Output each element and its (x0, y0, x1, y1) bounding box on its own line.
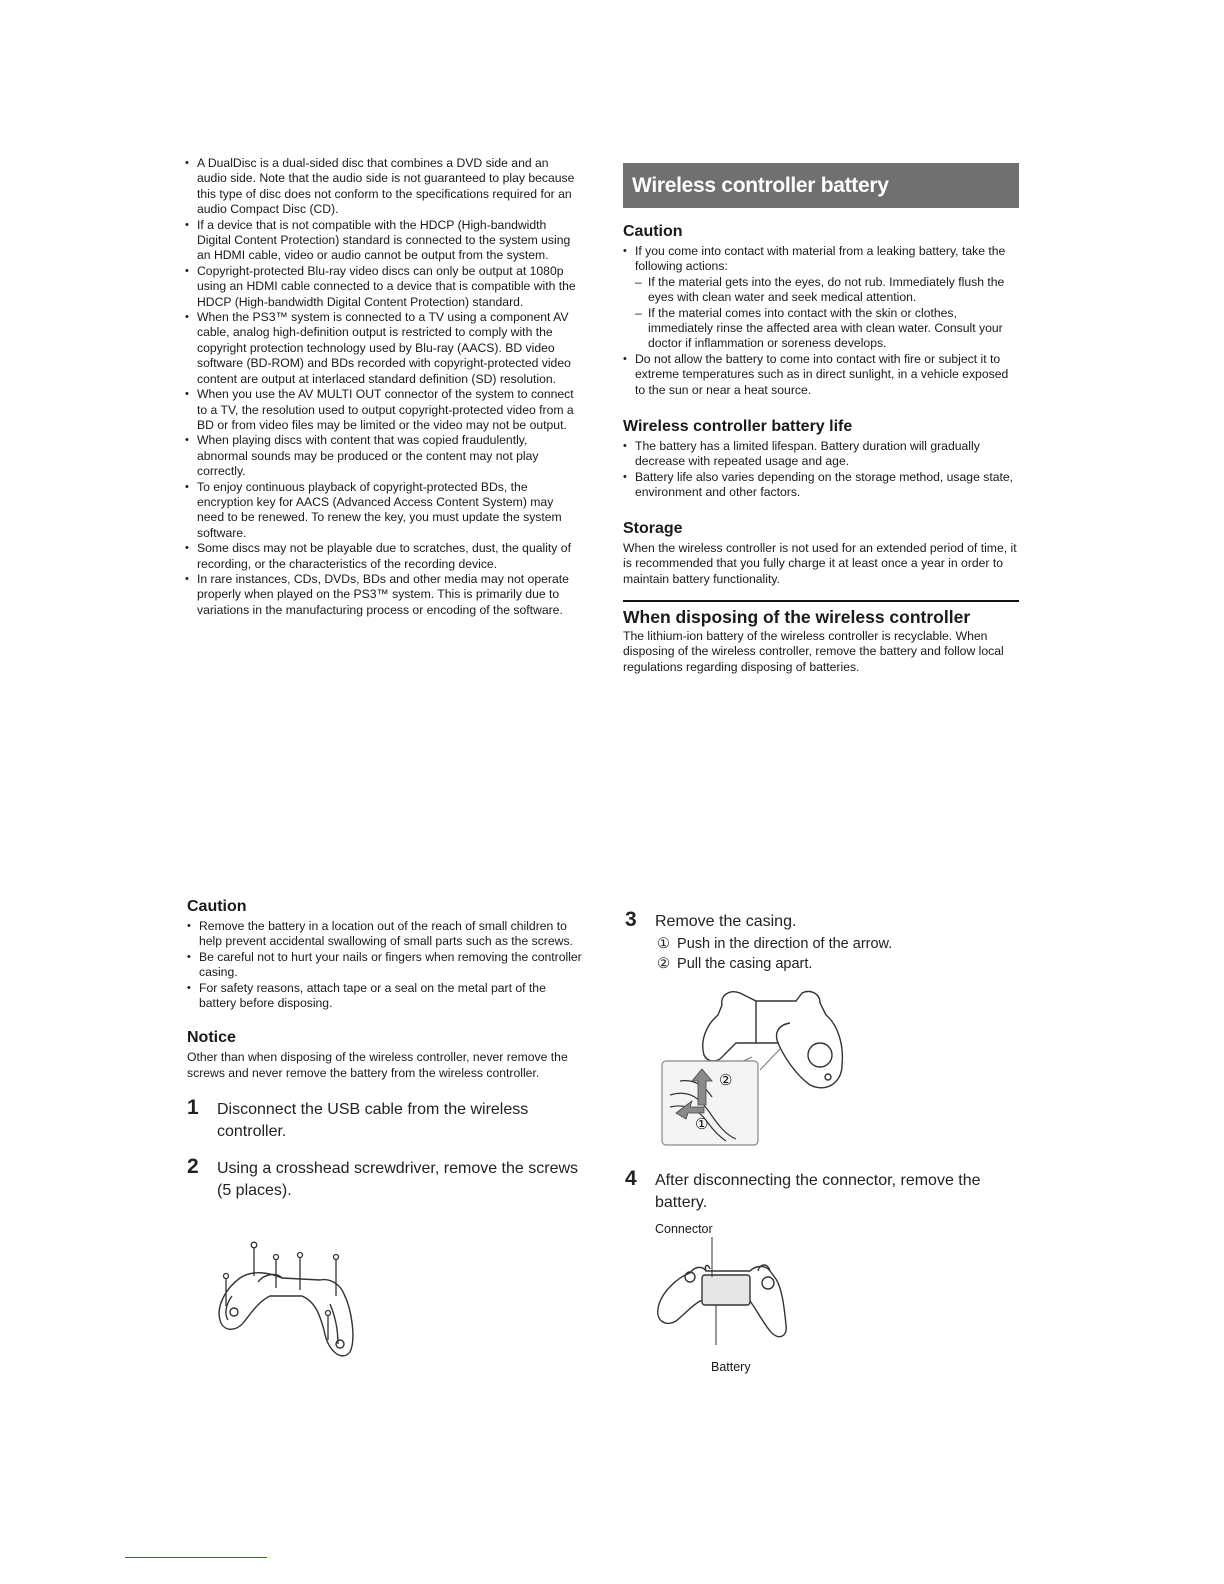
storage-heading: Storage (623, 519, 683, 537)
list-item: • Do not allow the battery to come into contact with fire or subject it to extreme temperatures such as in direct sunlight, in a vehicle exposed to the sun or near a heat source. (623, 352, 1019, 398)
caution-heading: Caution (623, 223, 683, 240)
list-item: • Battery life also varies depending on the storage method, usage state, environment and other factors. (623, 470, 1019, 501)
list-item: • When you use the AV MULTI OUT connector of the system to connect to a TV, the resolution used to output copyright-protected video from a BD or from video files may be limited or the video may not be output. (185, 387, 580, 433)
step-4 (625, 1167, 1020, 1214)
remove-casing-illustration (660, 985, 860, 1150)
caution-list (187, 919, 582, 1011)
caution-list (623, 244, 1019, 398)
list-item: • To enjoy continuous playback of copyright-protected BDs, the encryption key for AACS (Advanced Access Content System) may need to be renewed. To renew the key, you must update the system software. (185, 480, 580, 542)
section-banner: Wireless controller battery (623, 163, 1019, 208)
controller-screws-illustration (212, 1240, 362, 1365)
lower-left-column (187, 897, 582, 1202)
list-item: • In rare instances, CDs, DVDs, BDs and other media may not operate properly when played on the PS3™ system. This is primarily due to variations in the manufacturing process or encoding of the software. (185, 572, 580, 618)
step-text: After disconnecting the connector, remove the battery. (655, 1172, 981, 1211)
arrow-1-label: ① (695, 1116, 709, 1133)
step-3 (625, 908, 1020, 933)
storage-text: When the wireless controller is not used for an extended period of time, it is recommended that you fully charge it at least once a year in order to maintain battery functionality. (623, 540, 1017, 586)
step-number: 4 (625, 1167, 637, 1190)
step-text: Remove the casing. (655, 913, 797, 930)
list-item: • Some discs may not be playable due to scratches, dust, the quality of recording, or the characteristics of the recording device. (185, 541, 580, 572)
disc-notes-list (185, 156, 580, 618)
list-item: • If a device that is not compatible with the HDCP (High-bandwidth Digital Content Protection) standard is connected to the system using an HDMI cable, video or audio cannot be output from the system. (185, 218, 580, 264)
list-item: • When playing discs with content that was copied fraudulently, abnormal sounds may be produced or the content may not play correctly. (185, 433, 580, 479)
connector-battery-illustration (650, 1220, 800, 1380)
disposing-text: The lithium-ion battery of the wireless controller is recyclable. When disposing of the wireless controller, remove the battery and follow local regulations regarding disposing of batteries. (623, 628, 1004, 674)
battery-life-list (623, 439, 1019, 501)
list-item: • Remove the battery in a location out of the reach of small children to help prevent accidental swallowing of small parts such as the screws. (187, 919, 582, 950)
list-item: • For safety reasons, attach tape or a seal on the metal part of the battery before disposing. (187, 981, 582, 1012)
list-item (623, 244, 1019, 352)
step-text: Disconnect the USB cable from the wireless controller. (217, 1101, 529, 1141)
caution-intro: If you come into contact with material from a leaking battery, take the following actions: (635, 244, 1006, 274)
list-item: • Be careful not to hurt your nails or fingers when removing the controller casing. (187, 950, 582, 981)
list-item: • Copyright-protected Blu-ray video discs can only be output at 1080p using an HDMI cable connected to a device that is compatible with the HDCP (High-bandwidth Digital Content Protection) standard. (185, 264, 580, 310)
controller-casing-drawing (660, 985, 860, 1150)
substep-marker: ① (657, 936, 670, 952)
step-2 (187, 1155, 582, 1202)
list-item: • When the PS3™ system is connected to a TV using a component AV cable, analog high-definition output is restricted to comply with the copyright protection technology used by Blu-ray (AACS). BD video software (BD-ROM) and BDs recorded with copyright-protected video content are output at interlaced standard definition (SD) resolution. (185, 310, 580, 387)
step-3-substep-2 (625, 954, 1020, 974)
caution-heading: Caution (187, 898, 247, 915)
arrow-2-label: ② (719, 1072, 733, 1089)
footer-rule (125, 1557, 267, 1558)
lower-right-column (625, 908, 1020, 974)
step-text: Using a crosshead screwdriver, remove the screws (5 places). (217, 1160, 579, 1200)
list-item: • The battery has a limited lifespan. Battery duration will gradually decrease with repeated usage and age. (623, 439, 1019, 470)
substep-text: Pull the casing apart. (677, 956, 813, 972)
battery-label: Battery (711, 1360, 751, 1374)
substep-text: Push in the direction of the arrow. (677, 936, 893, 952)
step-number: 3 (625, 908, 637, 931)
caution-sub-list (623, 275, 1019, 352)
list-item: • A DualDisc is a dual-sided disc that combines a DVD side and an audio side. Note that the audio side is not guaranteed to play because this type of disc does not conform to the specifications required for an audio Compact Disc (CD). (185, 156, 580, 218)
disposing-heading: When disposing of the wireless controller (623, 600, 1019, 628)
list-item: – If the material gets into the eyes, do not rub. Immediately flush the eyes with clean water and seek medical attention. (623, 275, 1019, 306)
step-3-substep-1 (625, 934, 1020, 954)
list-item: – If the material comes into contact with the skin or clothes, immediately rinse the affected area with clean water. Consult your doctor if inflammation or soreness develops. (623, 306, 1019, 352)
left-top-column (185, 156, 580, 618)
connector-label: Connector (655, 1222, 713, 1236)
notice-text: Other than when disposing of the wireless controller, never remove the screws and never remove the battery from the wireless controller. (187, 1050, 568, 1080)
notice-heading: Notice (187, 1029, 236, 1047)
step-number: 2 (187, 1155, 199, 1179)
battery-section (623, 163, 1019, 675)
step-1 (187, 1096, 582, 1143)
substep-marker: ② (657, 956, 670, 972)
step-number: 1 (187, 1096, 199, 1120)
lower-right-step4 (625, 1167, 1020, 1214)
battery-drawing (650, 1235, 800, 1380)
battery-life-heading: Wireless controller battery life (623, 418, 853, 436)
